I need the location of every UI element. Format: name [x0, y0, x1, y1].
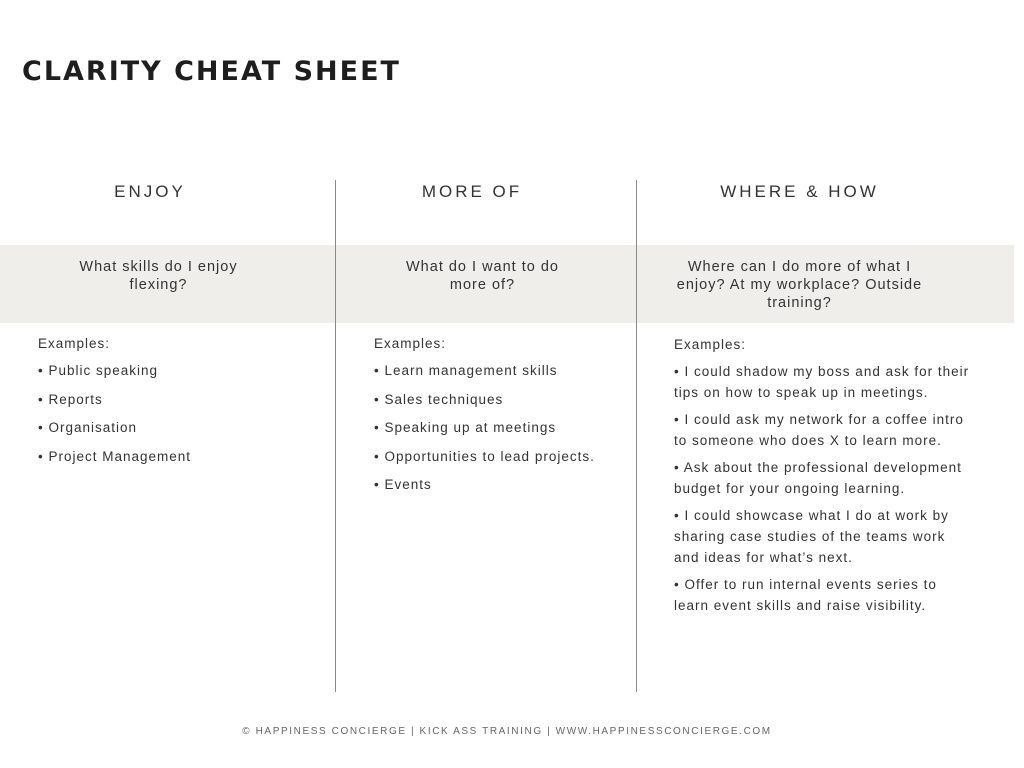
- list-item: • Reports: [38, 389, 328, 410]
- column-heading: ENJOY: [114, 182, 186, 201]
- list-item: • I could showcase what I do at work by sharing case studies of the teams work and ideas for what’s next.: [674, 505, 974, 568]
- examples-label: Examples:: [38, 336, 111, 351]
- list-item: • Project Management: [38, 446, 328, 467]
- column-examples: [38, 336, 328, 474]
- list-item: • Public speaking: [38, 360, 328, 381]
- examples-label: Examples:: [374, 336, 447, 351]
- column-heading: WHERE & HOW: [720, 182, 879, 201]
- list-item: • Offer to run internal events series to learn event skills and raise visibility.: [674, 574, 974, 616]
- column-heading: MORE OF: [421, 182, 523, 201]
- column-question: What do I want to do more of?: [406, 259, 559, 293]
- column-examples: [374, 336, 624, 503]
- column-examples: [674, 337, 974, 622]
- list-item: • I could shadow my boss and ask for their tips on how to speak up in meetings.: [674, 361, 974, 403]
- list-item: • Organisation: [38, 417, 328, 438]
- column-divider-1: [335, 180, 336, 692]
- column-question: What skills do I enjoy flexing?: [79, 259, 238, 293]
- list-item: • I could ask my network for a coffee intro to someone who does X to learn more.: [674, 409, 974, 451]
- list-item: • Sales techniques: [374, 389, 624, 410]
- examples-label: Examples:: [674, 337, 747, 352]
- column-divider-2: [636, 180, 637, 692]
- list-item: • Events: [374, 474, 624, 495]
- list-item: • Opportunities to lead projects.: [374, 446, 624, 467]
- list-item: • Learn management skills: [374, 360, 624, 381]
- page-title: CLARITY CHEAT SHEET: [22, 56, 401, 87]
- list-item: • Speaking up at meetings: [374, 417, 624, 438]
- list-item: • Ask about the professional development budget for your ongoing learning.: [674, 457, 974, 499]
- footer-credits: © HAPPINESS CONCIERGE | KICK ASS TRAINING | WWW.HAPPINESSCONCIERGE.COM: [242, 726, 772, 737]
- column-question: Where can I do more of what I enjoy? At my workplace? Outside training?: [676, 259, 923, 311]
